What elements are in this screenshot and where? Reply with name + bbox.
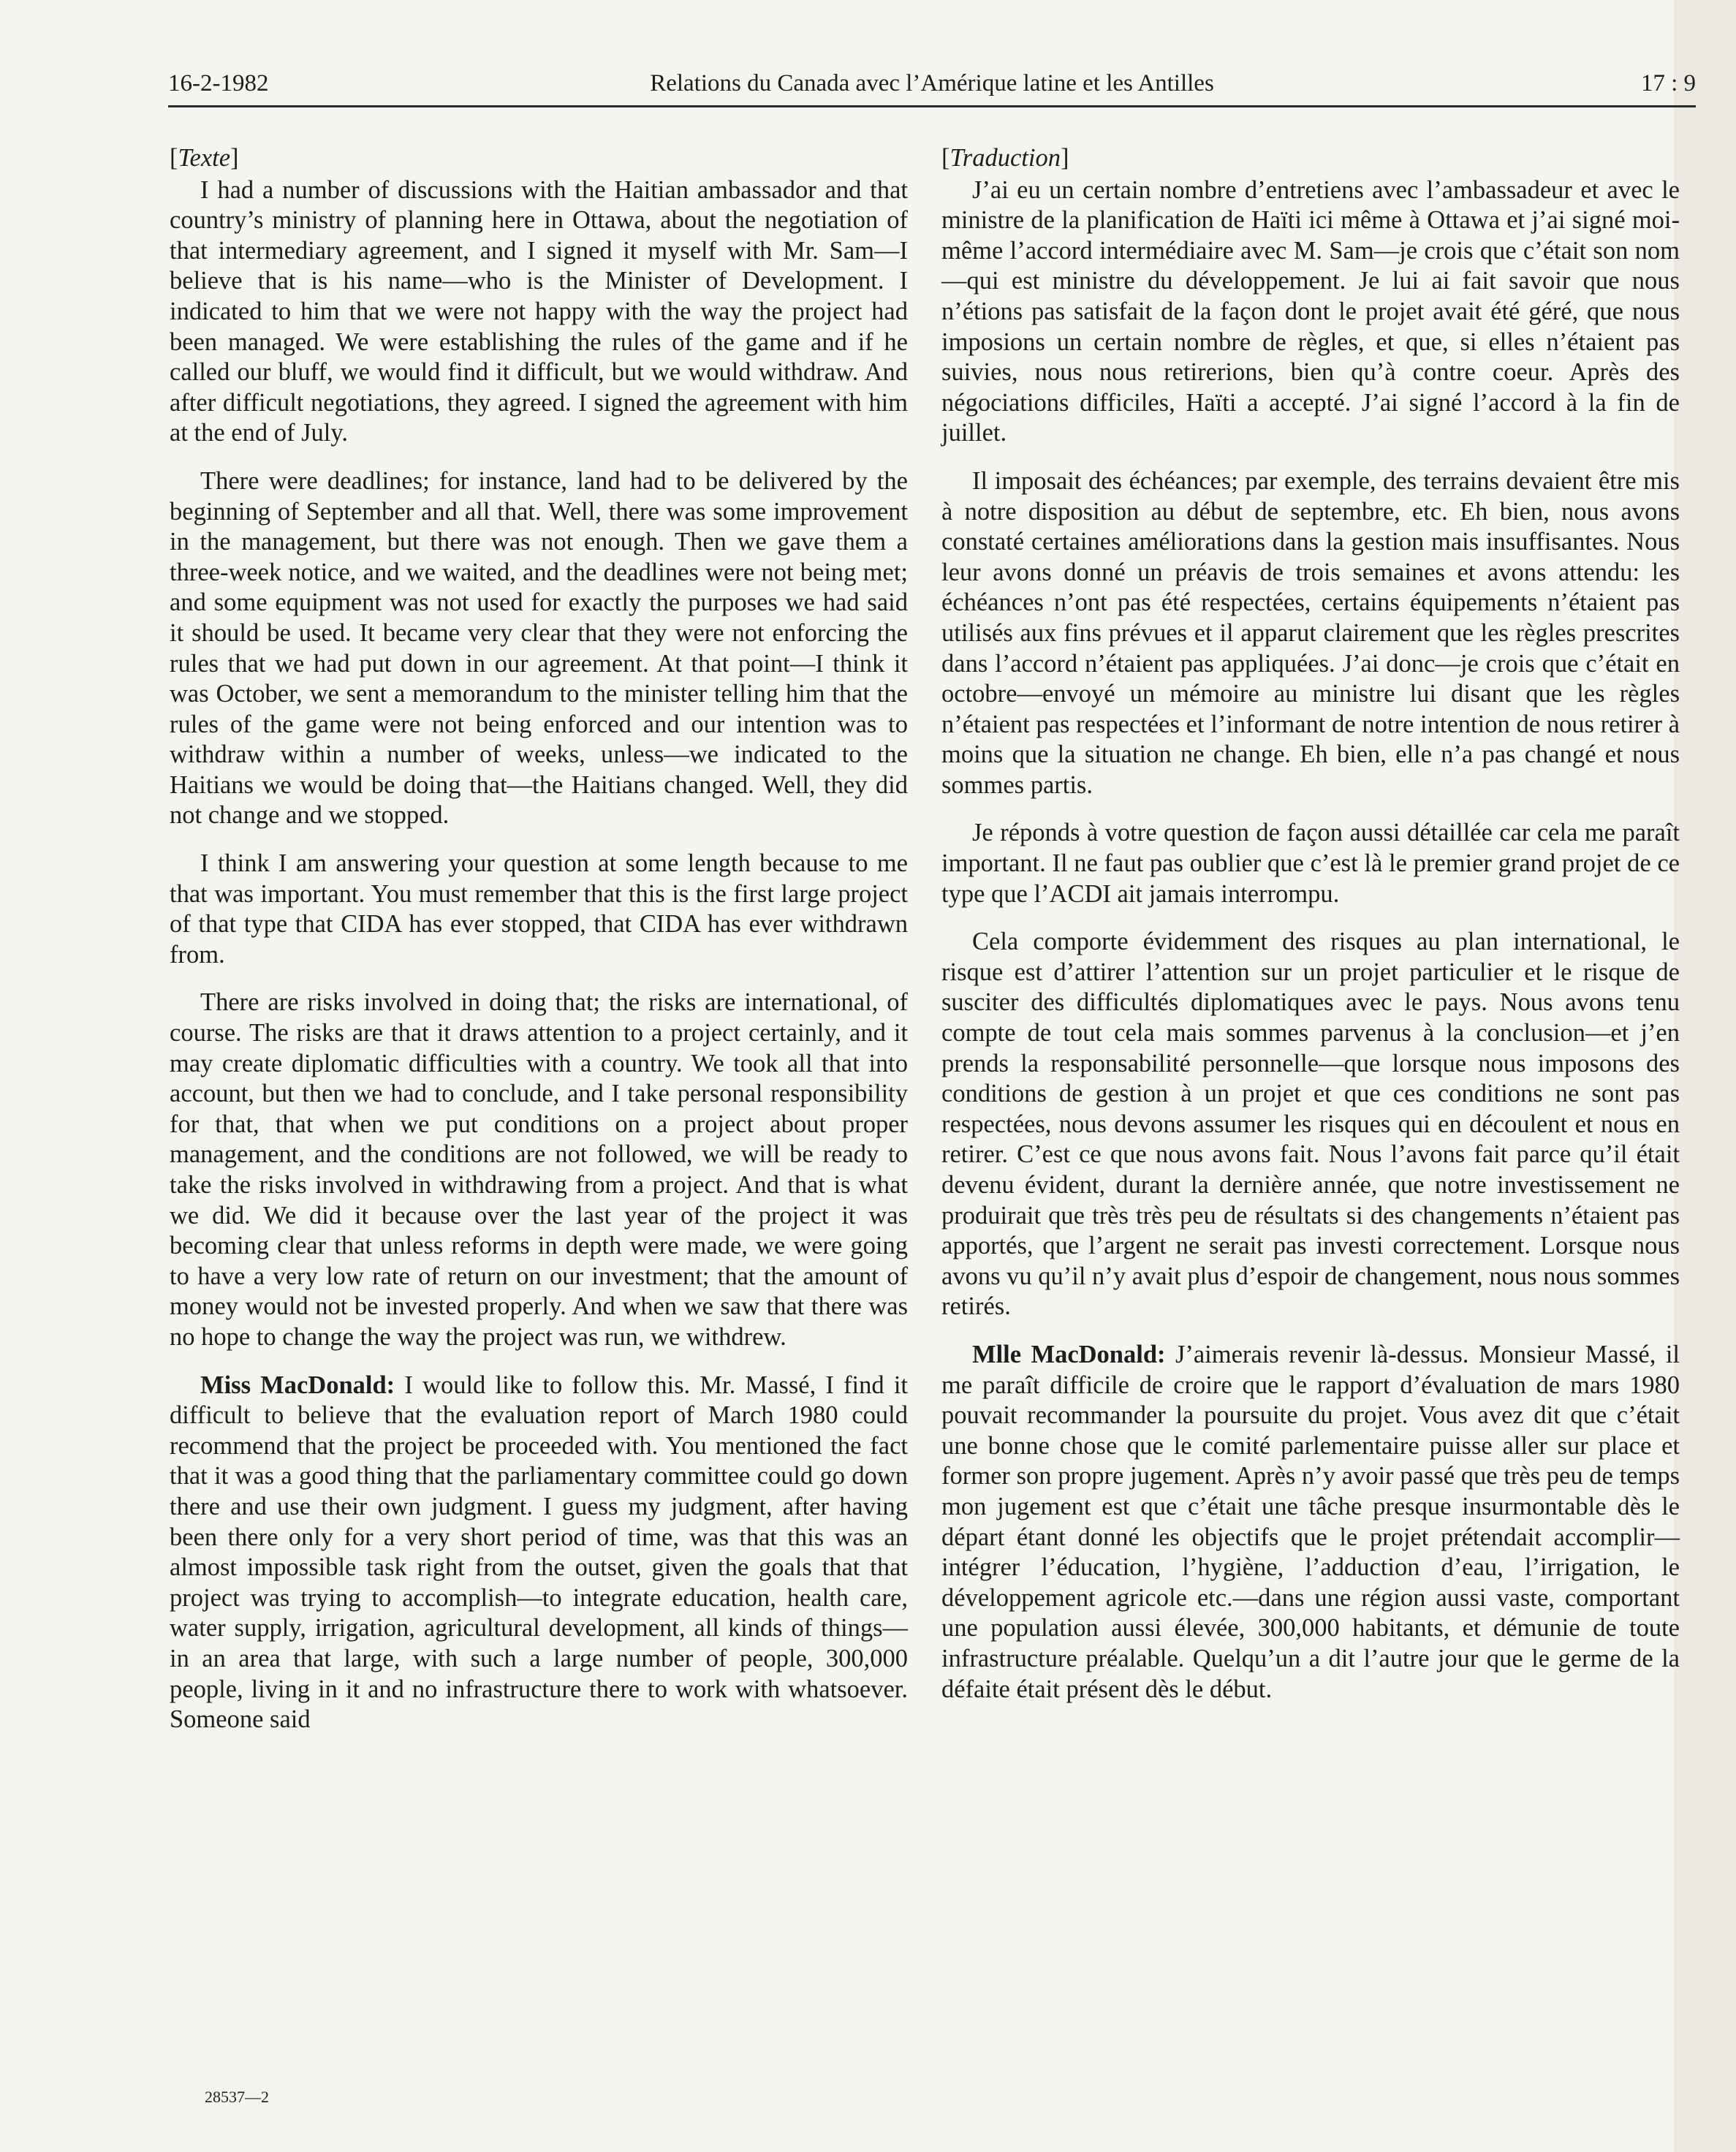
paragraph: Il imposait des échéances; par exemple, des terrains devaient être mis à notre disposition au début de septembre, etc. Eh bien, nous avons constaté certaines améliorations dans la gestion mais insuffisantes. Nous leur avons donné un préavis de trois semaines et avons attendu: les échéances n’ont pas été respectées, certains équipements n’étaient pas utilisés aux fins prévues et il apparut clairement que les règles prescrites dans l’accord n’étaient pas appliquées. J’ai donc—je crois que c’était en octobre—envoyé un mémoire au ministre lui disant que les règles n’étaient pas respectées et l’informant de notre intention de nous retirer à moins que la situation ne change. Eh bien, elle n’a pas changé et nous sommes partis.: [941, 466, 1680, 799]
page-edge: [1674, 0, 1736, 2152]
french-column: [941, 143, 1680, 1722]
english-column: [170, 143, 908, 1753]
speaker-name: Mlle MacDonald:: [972, 1340, 1166, 1368]
paragraph: I had a number of discussions with the Haitian ambassador and that country’s ministry of planning here in Ottawa, about the negotiation of that intermediary agreement, and I signed it myself with Mr. Sam—I believe that is his name—who is the Minister of Development. I indicated to him that we were not happy with the way the project had been managed. We were establishing the rules of the game and if he called our bluff, we would find it difficult, but we would withdraw. And after difficult negotiations, they agreed. I signed the agreement with him at the end of July.: [170, 175, 908, 447]
paragraph: There are risks involved in doing that; the risks are international, of course. The risks are that it draws attention to a project certainly, and it may create diplomatic difficulties with a country. We took all that into account, but then we had to conclude, and I take personal responsibility for that, that when we put conditions on a project about proper management, and the conditions are not followed, we will be ready to take the risks involved in withdrawing from a project. And that is what we did. We did it because over the last year of the project it was becoming clear that unless reforms in depth were made, we were going to have a very low rate of return on our investment; that the amount of money would not be invested properly. And when we saw that there was no hope to change the way the project was run, we withdrew.: [170, 988, 908, 1351]
paragraph: There were deadlines; for instance, land had to be delivered by the beginning of September and all that. Well, there was some improvement in the management, but there was not enough. Then we gave them a three-week notice, and we waited, and the deadlines were not being met; and some equipment was not used for exactly the purposes we had said it should be used. It became very clear that they were not enforcing the rules that we had put down in our agreement. At that point—I think it was October, we sent a memorandum to the minister telling him that the rules of the game were not being enforced and our intention was to withdraw within a number of weeks, unless—we indicated to the Haitians we would be doing that—the Haitians changed. Well, they did not change and we stopped.: [170, 466, 908, 830]
header-date: 16-2-1982: [168, 70, 269, 96]
paragraph: I think I am answering your question at some length because to me that was important. You must remember that this is the first large project of that type that CIDA has ever stopped, that CIDA has ever withdrawn from.: [170, 849, 908, 969]
page-number: 17 : 9: [1640, 70, 1696, 96]
header-title: Relations du Canada avec l’Amérique latine et les Antilles: [650, 70, 1214, 96]
paragraph: Je réponds à votre question de façon aussi détaillée car cela me paraît important. Il ne faut pas oublier que c’est là le premier grand projet de ce type que l’ACDI ait jamais interrompu.: [941, 819, 1680, 908]
paragraph: Miss MacDonald: I would like to follow this. Mr. Massé, I find it difficult to believe that the evaluation report of March 1980 could recommend that the project be proceeded with. You mentioned the fact that it was a good thing that the parliamentary committee could go down there and use their own judgment. I guess my judgment, after having been there only for a very short period of time, was that this was an almost impossible task right from the outset, given the goals that that project was trying to accomplish—to integrate education, health care, water supply, irrigation, agricultural development, all kinds of things—in an area that large, with such a large number of people, 300,000 people, living in it and no infrastructure there to work with whatsoever. Someone said: [170, 1371, 908, 1734]
language-marker: [Texte]: [170, 144, 239, 172]
speaker-name: Miss MacDonald:: [200, 1371, 395, 1399]
language-marker: [Traduction]: [941, 144, 1069, 172]
running-header: [168, 67, 1696, 104]
paragraph: Cela comporte évidemment des risques au plan international, le risque est d’attirer l’attention sur un projet particulier et le risque de susciter des difficultés diplomatiques avec le pays. Nous avons tenu compte de tout cela mais sommes parvenus à la conclusion—et j’en prends la responsabilité personnelle—que lorsque nous imposons des conditions de gestion à un projet et que ces conditions ne sont pas respectées, nous devons assumer les risques qui en découlent et nous en retirer. C’est ce que nous avons fait. Nous l’avons fait parce qu’il était devenu évident, durant la dernière année, que notre investissement ne produirait que très très peu de résultats si des changements n’étaient pas apportés, que l’argent ne serait pas investi correctement. Lorsque nous avons vu qu’il n’y avait plus d’espoir de changement, nous nous sommes retirés.: [941, 928, 1680, 1321]
paragraph: J’ai eu un certain nombre d’entretiens avec l’ambassadeur et avec le ministre de la planification de Haïti ici même à Ottawa et j’ai signé moi-même l’accord intermédiaire avec M. Sam—je crois que c’était son nom—qui est ministre du développement. Je lui ai fait savoir que nous n’étions pas satisfait de la façon dont le projet avait été géré, que nous imposions un certain nombre de règles, et que, si elles n’étaient pas suivies, nous nous retirerions, bien qu’à contre coeur. Après des négociations difficiles, Haïti a accepté. J’ai signé l’accord à la fin de juillet.: [941, 175, 1680, 447]
header-rule: [168, 105, 1696, 107]
paragraph: Mlle MacDonald: J’aimerais revenir là-dessus. Monsieur Massé, il me paraît difficile de croire que le rapport d’évaluation de mars 1980 pouvait recommander la poursuite du projet. Vous avez dit que c’était une bonne chose que le comité parlementaire puisse aller sur place et former son propre jugement. Après n’y avoir passé que très peu de temps mon jugement est que c’était une tâche presque insurmontable dès le départ étant donné les objectifs que le projet prétendait accomplir—intégrer l’éducation, l’hygiène, l’adduction d’eau, l’irrigation, le développement agricole etc.—dans une région aussi vaste, comportant une population aussi élevée, 300,000 habitants, et démunie de toute infrastructure préalable. Quelqu’un a dit l’autre jour que le germe de la défaite était présent dès le début.: [941, 1340, 1680, 1703]
print-code: 28537—2: [205, 2088, 269, 2106]
